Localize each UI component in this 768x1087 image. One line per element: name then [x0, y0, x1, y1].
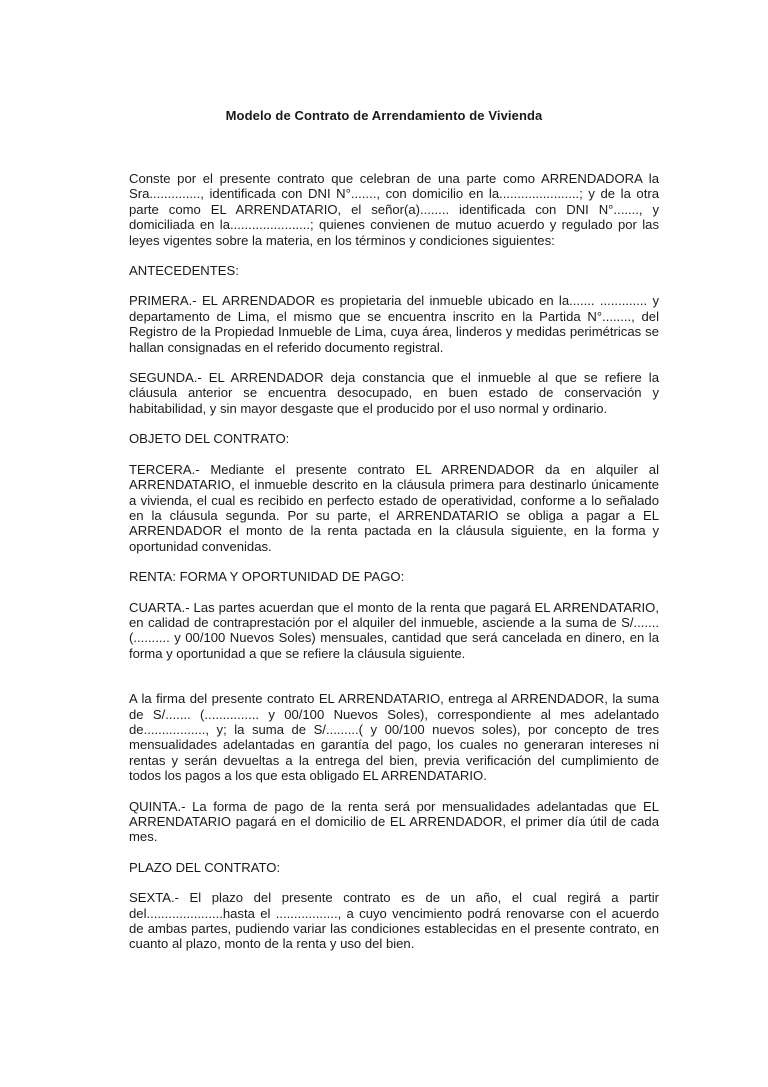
payment-paragraph: A la firma del presente contrato EL ARRENDATARIO, entrega al ARRENDADOR, la suma de S/....... (............... y 00/100 Nuevos Soles), correspondiente al mes adelantado de................., y; la suma de S/.........( y 00/100 nuevos soles), por concepto de tres mensualidades adelantadas en garantía del pago, los cuales no generaran intereses ni rentas y serán devueltas a la entrega del bien, previa verificación del cumplimiento de todos los pagos a los que esta obligado EL ARRENDATARIO. [129, 691, 659, 784]
section-heading-renta: RENTA: FORMA Y OPORTUNIDAD DE PAGO: [129, 569, 405, 585]
section-heading-plazo: PLAZO DEL CONTRATO: [129, 859, 281, 875]
document-title: Modelo de Contrato de Arrendamiento de Vivienda [225, 108, 543, 123]
clause-cuarta: CUARTA.- Las partes acuerdan que el monto de la renta que pagará EL ARRENDATARIO, en calidad de contraprestación por el alquiler del inmueble, asciende a la suma de S/....... (.......... y 00/100 Nuevos Soles) mensuales, cantidad que será cancelada en dinero, en la forma y oportunidad a que se refiere la cláusula siguiente. [129, 599, 659, 661]
clause-quinta: QUINTA.- La forma de pago de la renta será por mensualidades adelantadas que EL ARRENDATARIO pagará en el domicilio de EL ARRENDADOR, el primer día útil de cada mes. [129, 798, 659, 845]
section-heading-objeto: OBJETO DEL CONTRATO: [129, 431, 290, 447]
clause-tercera: TERCERA.- Mediante el presente contrato EL ARRENDADOR da en alquiler al ARRENDATARIO, el inmueble descrito en la cláusula primera para destinarlo únicamente a vivienda, el cual es recibido en perfecto estado de operatividad, conforme a lo señalado en la cláusula segunda. Por su parte, el ARRENDATARIO se obliga a pagar a EL ARRENDADOR el monto de la renta pactada en la cláusula siguiente, en la forma y oportunidad convenidas. [129, 461, 659, 554]
section-heading-antecedentes: ANTECEDENTES: [129, 263, 239, 279]
intro-paragraph: Conste por el presente contrato que celebran de una parte como ARRENDADORA la Sra.............., identificada con DNI N°......., con domicilio en la......................; y de la otra parte como EL ARRENDATARIO, el señor(a)........ identificada con DNI N°......., y domiciliada en la......................; quienes convienen de mutuo acuerdo y regulado por las leyes vigentes sobre la materia, en los términos y condiciones siguientes: [129, 171, 659, 248]
document-body [129, 171, 659, 967]
clause-sexta: SEXTA.- El plazo del presente contrato es de un año, el cual regirá a partir del.....................hasta el ................., a cuyo vencimiento podrá renovarse con el acuerdo de ambas partes, pudiendo variar las condiciones establecidas en el presente contrato, en cuanto al plazo, monto de la renta y uso del bien. [129, 890, 659, 952]
clause-primera: PRIMERA.- EL ARRENDADOR es propietaria del inmueble ubicado en la....... ............. y departamento de Lima, el mismo que se encuentra inscrito en la Partida N°........, del Registro de la Propiedad Inmueble de Lima, cuya área, linderos y medidas perimétricas se hallan consignadas en el referido documento registral. [129, 293, 659, 355]
clause-segunda: SEGUNDA.- EL ARRENDADOR deja constancia que el inmueble al que se refiere la cláusula anterior se encuentra desocupado, en buen estado de conservación y habitabilidad, y sin mayor desgaste que el producido por el uso normal y ordinario. [129, 370, 659, 416]
